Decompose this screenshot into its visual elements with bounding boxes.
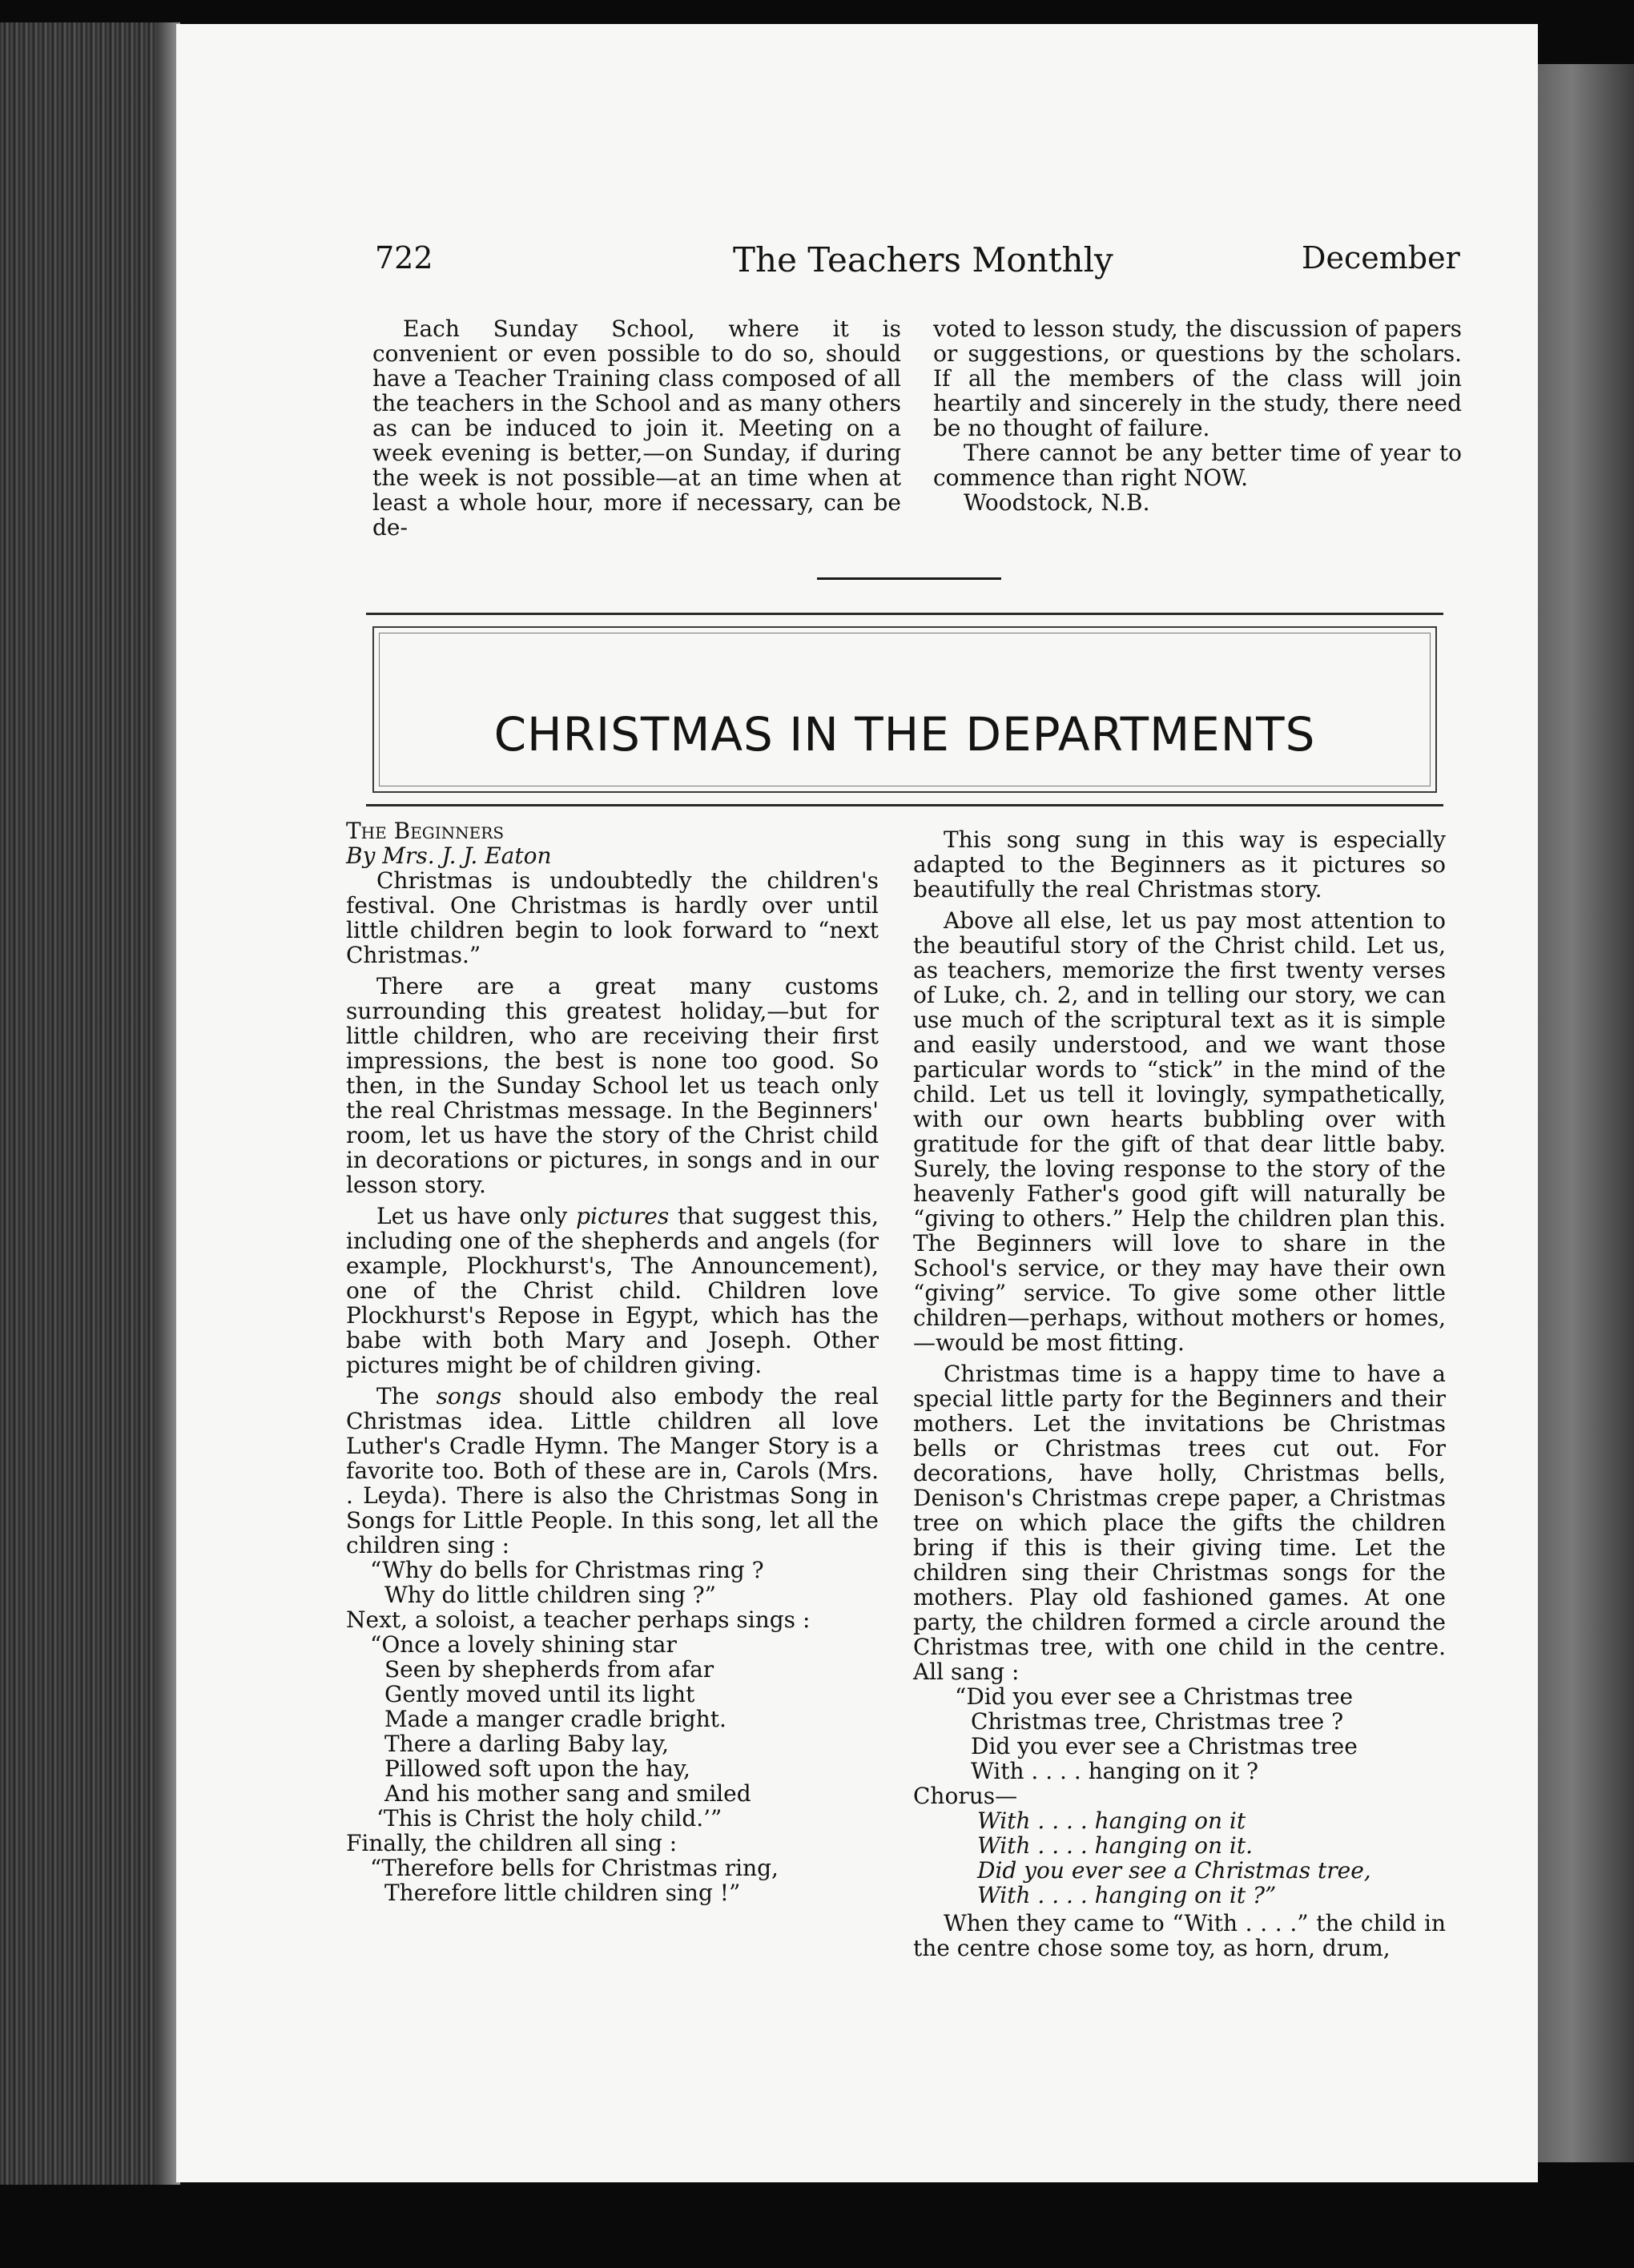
commence-paragraph: There cannot be any better time of year to commence than right NOW. [933,440,1462,491]
chorus-line: With . . . . hanging on it. [977,1832,1254,1859]
verse-line: ‘This is Christ the holy child.’” [376,1805,722,1832]
chorus-line: With . . . . hanging on it [977,1808,1246,1834]
verse-line: “Once a lovely shining star [370,1631,677,1658]
paragraph: When they came to “With . . . .” the child in the centre chose some toy, as horn, drum, [913,1910,1446,1961]
section-divider [817,577,1001,580]
byline: By Mrs. J. J. Eaton [346,842,552,869]
facing-page-shadow [1530,64,1634,2162]
right-column [913,827,1446,1960]
training-class-paragraph: Each Sunday School, where it is convenient or even possible to do so, should have a Teacher Training class composed of all the teachers in the School and as many others as can be induced to join it. Meeting on a week evening is better,—on Sunday, if during the week is not possible—at an time when at least a whole hour, more if necessary, can be de- [372,316,901,541]
issue-month: December [1302,240,1460,275]
verse-line: Christmas tree, Christmas tree ? [971,1708,1344,1735]
top-right-column [933,316,1462,515]
chorus-label: Chorus— [913,1783,1018,1809]
verse-line: Seen by shepherds from afar [384,1656,714,1683]
verse-line: Did you ever see a Christmas tree [971,1733,1358,1759]
verse-line: Pillowed soft upon the hay, [384,1755,690,1782]
paragraph: The songs should also embody the real Christmas idea. Little children all love Luther's Cradle Hymn. The Manger Story is a favorite too. Both of these are in, Carols (Mrs. . Leyda). There is also the Christmas Song in Songs for Little People. In this song, let all the children sing : [346,1383,879,1558]
verse-line: Gently moved until its light [384,1681,695,1707]
page-number: 722 [375,240,433,275]
verse-line: There a darling Baby lay, [384,1731,670,1757]
paragraph: Above all else, let us pay most attention to the beautiful story of the Christ child. Let us, as teachers, memorize the first twenty verses of Luke, ch. 2, and in telling our story, we can use much of the scriptural text as it is simple and easily understood, and we want those particular words to “stick” in the mind of the child. Let us tell it lovingly, sympathetically, with our own hearts bubbling over with gratitude for the gift of that dear little baby. Surely, the loving response to the story of the heavenly Father's good gift will naturally be “giving to others.” Help the children plan this. The Beginners will love to share in the School's service, or they may have their own “giving” service. To give some other little children—perhaps, without mothers or homes,—would be most fitting. [913,907,1446,1356]
paragraph: Christmas is undoubtedly the children's festival. One Christmas is hardly over until little children begin to look forward to “next Christmas.” [346,867,879,968]
stage-direction: Next, a soloist, a teacher perhaps sings : [346,1606,811,1633]
title-frame [372,626,1437,793]
paragraph: This song sung in this way is especially adapted to the Beginners as it pictures so beautifully the real Christmas story. [913,826,1446,903]
title-banner [366,613,1443,806]
article-signature: Woodstock, N.B. [964,489,1150,516]
verse-line: With . . . . hanging on it ? [971,1758,1259,1784]
book-page-edges [0,22,180,2185]
paragraph: There are a great many customs surrounding this greatest holiday,—but for little children, who are receiving their first impressions, the best is none too good. So then, in the Sunday School let us teach only the real Christmas message. In the Beginners' room, let us have the story of the Christ child in decorations or pictures, in songs and in our lesson story. [346,973,879,1198]
verse-line: Why do little children sing ?” [384,1582,716,1608]
stage-direction: Finally, the children all sing : [346,1830,678,1856]
paragraph: Christmas time is a happy time to have a special little party for the Beginners and their mothers. Let the invitations be Christmas bells or Christmas trees cut out. For decorations, have holly, Christmas bells, Denison's Christmas crepe paper, a Christmas tree on which place the gifts the children bring if this is their giving time. Let the children sing their Christmas songs for the mothers. Play old fashioned games. At one party, the children formed a circle around the Christmas tree, with one child in the centre. All sang : [913,1361,1446,1685]
verse-line: Therefore little children sing !” [384,1880,741,1906]
section-title: The Beginners [346,818,505,844]
training-class-paragraph-cont: voted to lesson study, the discussion of papers or suggestions, or questions by the scholars. If all the members of the class will join heartily and sincerely in the study, there need be no thought of failure. [933,316,1462,441]
verse-line: And his mother sang and smiled [384,1780,751,1807]
left-column [346,818,879,1905]
chorus-line: Did you ever see a Christmas tree, [977,1857,1371,1884]
main-title: CHRISTMAS IN THE DEPARTMENTS [493,706,1316,762]
verse-line: “Why do bells for Christmas ring ? [370,1557,764,1583]
top-left-column [372,316,901,540]
running-title: The Teachers Monthly [733,240,1113,279]
verse-line: Made a manger cradle bright. [384,1706,726,1732]
verse-line: “Therefore bells for Christmas ring, [370,1855,779,1881]
chorus-line: With . . . . hanging on it ?” [977,1882,1277,1908]
paragraph: Let us have only pictures that suggest this, including one of the shepherds and angels (for example, Plockhurst's, The Announcement), one of the Christ child. Children love Plockhurst's Repose in Egypt, which has the babe with both Mary and Joseph. Other pictures might be of children giving. [346,1203,879,1378]
verse-line: “Did you ever see a Christmas tree [955,1683,1354,1710]
